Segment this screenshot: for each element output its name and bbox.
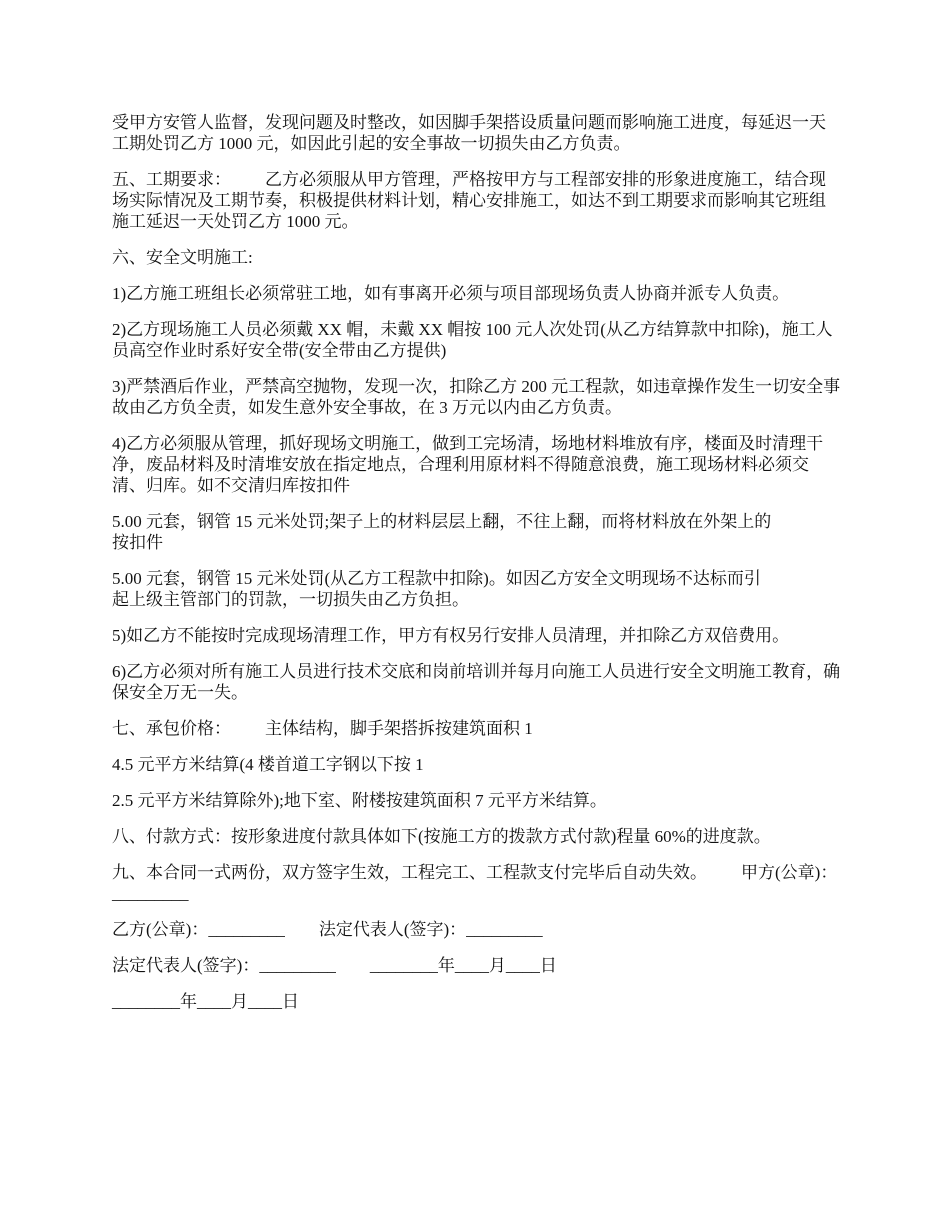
paragraph-safety-item-3: 3)严禁酒后作业，严禁高空抛物，发现一次，扣除乙方 200 元工程款，如违章操作发生一切安全事故由乙方负全责，如发生意外安全事故，在 3 万元以内由乙方负责。 <box>112 377 841 417</box>
paragraph-contract-validity: 九、本合同一式两份，双方签字生效，工程完工、工程款支付完毕后自动失效。 甲方(公章)：_________ <box>112 863 838 903</box>
signature-line-date: ________年____月____日 <box>112 992 299 1011</box>
paragraph-contract-price: 七、承包价格： 主体结构，脚手架搭拆按建筑面积 1 <box>112 719 533 738</box>
heading-safety-civilized-construction: 六、安全文明施工: <box>112 248 253 267</box>
paragraph-safety-item-4: 4)乙方必须服从管理，抓好现场文明施工，做到工完场清，场地材料堆放有序，楼面及时清理干净，废品材料及时清堆安放在指定地点，合理利用原材料不得随意浪费，施工现场材料必须交清、归库。如不交清归库按扣件 <box>112 434 824 495</box>
paragraph-schedule-requirements: 五、工期要求： 乙方必须服从甲方管理，严格按甲方与工程部安排的形象进度施工，结合现场实际情况及工期节奏，积极提供材料计划，精心安排施工，如达不到工期要求而影响其它班组施工延迟一天处罚乙方 1000 元。 <box>112 170 826 231</box>
signature-line-party-b: 乙方(公章)：_________ 法定代表人(签字)：_________ <box>112 920 543 939</box>
paragraph-payment-method: 八、付款方式：按形象进度付款具体如下(按施工方的拨款方式付款)程量 60%的进度款。 <box>112 827 771 846</box>
paragraph-price-line-2: 4.5 元平方米结算(4 楼首道工字钢以下按 1 <box>112 755 424 774</box>
signature-line-representative-date: 法定代表人(签字)：_________ ________年____月____日 <box>112 956 557 975</box>
paragraph-penalty-fasteners-2: 5.00 元套，钢管 15 元米处罚(从乙方工程款中扣除)。如因乙方安全文明现场不达标而引 起上级主管部门的罚款，一切损失由乙方负担。 <box>112 569 761 609</box>
paragraph-supervision: 受甲方安管人监督，发现问题及时整改，如因脚手架搭设质量问题而影响施工进度，每延迟一天工期处罚乙方 1000 元，如因此引起的安全事故一切损失由乙方负责。 <box>112 113 826 153</box>
paragraph-safety-item-6: 6)乙方必须对所有施工人员进行技术交底和岗前培训并每月向施工人员进行安全文明施工教育，确保安全万无一失。 <box>112 662 841 702</box>
paragraph-penalty-fasteners-1: 5.00 元套，钢管 15 元米处罚;架子上的材料层层上翻，不往上翻，而将材料放在外架上的 按扣件 <box>112 512 772 552</box>
paragraph-price-line-3: 2.5 元平方米结算除外);地下室、附楼按建筑面积 7 元平方米结算。 <box>112 791 607 810</box>
paragraph-safety-item-1: 1)乙方施工班组长必须常驻工地，如有事离开必须与项目部现场负责人协商并派专人负责。 <box>112 284 790 303</box>
document-body <box>112 112 842 1027</box>
paragraph-safety-item-5: 5)如乙方不能按时完成现场清理工作，甲方有权另行安排人员清理，并扣除乙方双倍费用。 <box>112 626 790 645</box>
paragraph-safety-item-2: 2)乙方现场施工人员必须戴 XX 帽，未戴 XX 帽按 100 元人次处罚(从乙方结算款中扣除)，施工人员高空作业时系好安全带(安全带由乙方提供) <box>112 320 833 360</box>
